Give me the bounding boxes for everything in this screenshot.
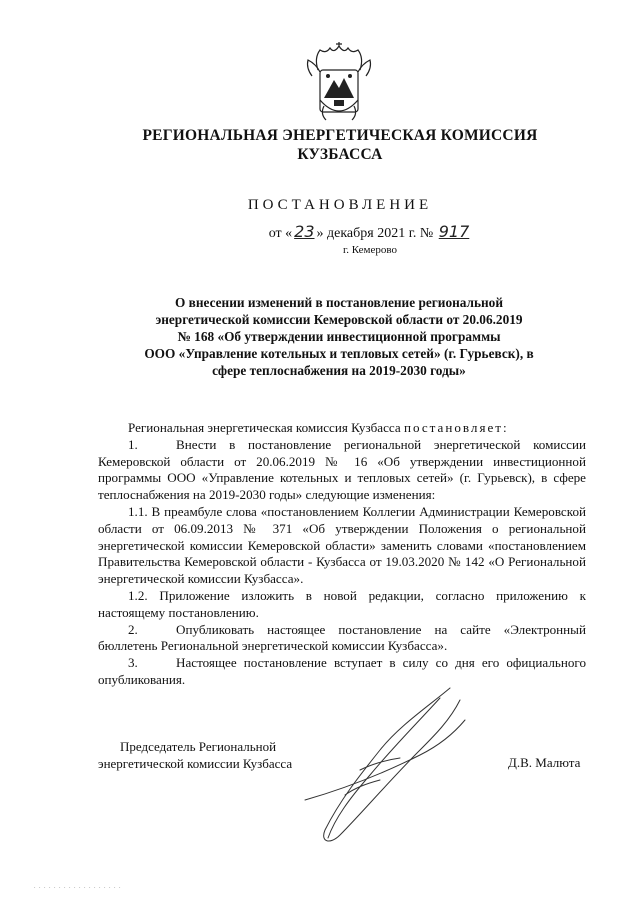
document-body	[98, 420, 586, 689]
handwritten-signature	[300, 680, 470, 855]
body-item: 1. Внести в постановление региональной энергетической комиссии Кемеровской области от 20.06.2019 № 16 «Об утверждении инвестиционной программы ООО «Управление котельных и тепловых сетей» (г. Гурьевск), в сфере теплоснабжения на 2019-2030 годы» следующие изменения:	[98, 436, 586, 503]
date-prefix: от «	[268, 226, 293, 241]
body-intro: Региональная энергетическая комиссия Кузбасса постановляет:	[128, 420, 509, 435]
document-date-number	[150, 222, 590, 242]
subject-line: О внесении изменений в постановление региональной	[175, 295, 503, 310]
document-subject	[104, 294, 574, 379]
subject-line: ООО «Управление котельных и тепловых сетей» (г. Гурьевск), в	[144, 346, 534, 361]
position-line-1: Председатель Региональной	[120, 739, 277, 754]
organization-title	[120, 126, 560, 164]
body-item: 3. Настоящее постановление вступает в силу со дня его официального опубликования.	[98, 655, 586, 687]
subject-line: сфере теплоснабжения на 2019-2030 годы»	[212, 363, 466, 378]
date-mid: » декабря 2021 г. №	[316, 226, 434, 241]
org-line-2: КУЗБАССА	[297, 146, 383, 163]
footer-scan-mark: . . . . . . . . . . . . . . . . . .	[34, 884, 122, 890]
document-type: ПОСТАНОВЛЕНИЕ	[247, 197, 433, 213]
subject-line: № 168 «Об утверждении инвестиционной программы	[177, 329, 501, 344]
subject-line: энергетической комиссии Кемеровской области от 20.06.2019	[155, 312, 523, 327]
org-line-1: РЕГИОНАЛЬНАЯ ЭНЕРГЕТИЧЕСКАЯ КОМИССИЯ	[142, 127, 538, 144]
body-item: 2. Опубликовать настоящее постановление на сайте «Электронный бюллетень Региональной энергетической комиссии Кузбасса».	[98, 621, 586, 654]
signatory-position	[98, 738, 318, 772]
body-item: 1.1. В преамбуле слова «постановлением Коллегии Администрации Кемеровской области от 06.09.2013 № 371 «Об утверждении Положения о региональной энергетической комиссии Кемеровской области» заменить словами «постановлением Правительства Кемеровской области - Кузбасса от 19.03.2020 № 142 «О Региональной энергетической комиссии Кузбасса».	[98, 503, 586, 587]
handwritten-day: 23	[294, 222, 315, 241]
position-line-2: энергетической комиссии Кузбасса	[98, 756, 293, 771]
signatory-name: Д.В. Малюта	[508, 755, 581, 770]
handwritten-number: 917	[438, 222, 470, 241]
document-city: г. Кемерово	[342, 244, 398, 256]
body-item: 1.2. Приложение изложить в новой редакции, согласно приложению к настоящему постановлению.	[98, 587, 586, 620]
resolves-word: постановляет:	[403, 420, 509, 435]
coat-of-arms-emblem	[304, 40, 374, 124]
